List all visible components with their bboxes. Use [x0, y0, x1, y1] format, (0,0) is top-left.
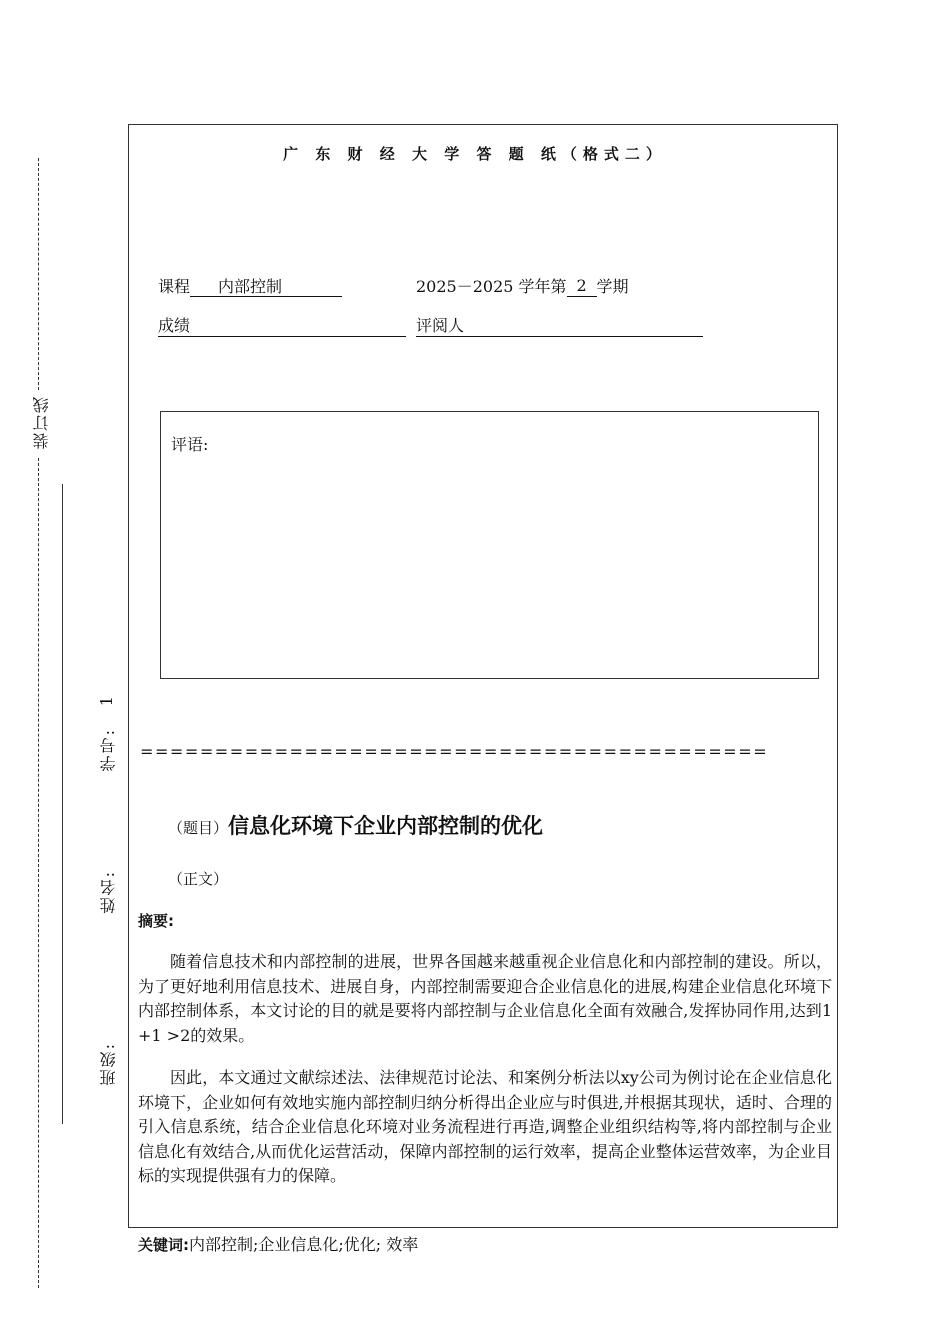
year-text: 2025－2025 学年第	[416, 277, 567, 296]
class-label: 班级:	[99, 1042, 118, 1086]
course-value	[190, 277, 342, 297]
binding-solid-line	[62, 484, 63, 1124]
grade-line	[158, 316, 406, 337]
abstract-heading: 摘要:	[138, 912, 174, 930]
keywords-line	[138, 1232, 418, 1255]
separator-line: ==========================================	[140, 742, 769, 761]
grade-label: 成绩	[158, 316, 191, 335]
abstract-paragraph-1: 随着信息技术和内部控制的进展，世界各国越来越重视企业信息化和内部控制的建设。所以，为了更好地利用信息技术、进展自身，内部控制需要迎合企业信息化的进展,构建企业信息化环境下内部控制体系，本文讨论的目的就是要将内部控制与企业信息化全面有效融合,发挥协同作用,达到1+1 >2的效果。	[138, 952, 832, 1045]
sheet-title: 广 东 财 经 大 学 答 题 纸（格式二）	[283, 145, 667, 163]
topic-line	[168, 810, 543, 840]
student-id-label: 学号:	[99, 728, 118, 772]
topic-title: 信息化环境下企业内部控制的优化	[228, 814, 544, 838]
semester-field	[416, 274, 629, 297]
course-value-text: 内部控制	[218, 277, 283, 296]
reviewer-field	[416, 316, 703, 337]
reviewer-label: 评阅人	[416, 316, 465, 335]
semester-value: 2	[567, 276, 597, 297]
comment-label: 评语:	[171, 435, 209, 454]
binding-line-label: 装订线	[32, 395, 51, 449]
name-label: 姓名:	[99, 870, 118, 914]
grade-field	[158, 316, 406, 337]
binding-dashed-line-bottom	[38, 458, 39, 1288]
keywords-label: 关键词:	[138, 1236, 189, 1254]
binding-dashed-line-top	[38, 158, 39, 390]
abstract-paragraph-2: 因此，本文通过文献综述法、法律规范讨论法、和案例分析法以xy公司为例讨论在企业信息化环境下，企业如何有效地实施内部控制归纳分析得出企业应与时俱进,并根据其现状，适时、合理的引入信息系统，结合企业信息化环境对业务流程进行再造,调整企业组织结构等,将内部控制与企业信息化有效结合,从而优化运营活动，保障内部控制的运行效率，提高企业整体运营效率，为企业目标的实现提供强有力的保障。	[138, 1068, 832, 1185]
semester-suffix: 学期	[596, 277, 629, 296]
student-id-value: 1	[97, 694, 116, 707]
keywords-value: 内部控制;企业信息化;优化; 效率	[189, 1235, 419, 1254]
reviewer-line	[416, 316, 703, 337]
course-field	[158, 274, 342, 297]
body-label: （正文）	[168, 870, 229, 888]
topic-label: （题目）	[168, 819, 229, 837]
comment-box	[160, 411, 819, 679]
course-label: 课程	[158, 277, 191, 296]
